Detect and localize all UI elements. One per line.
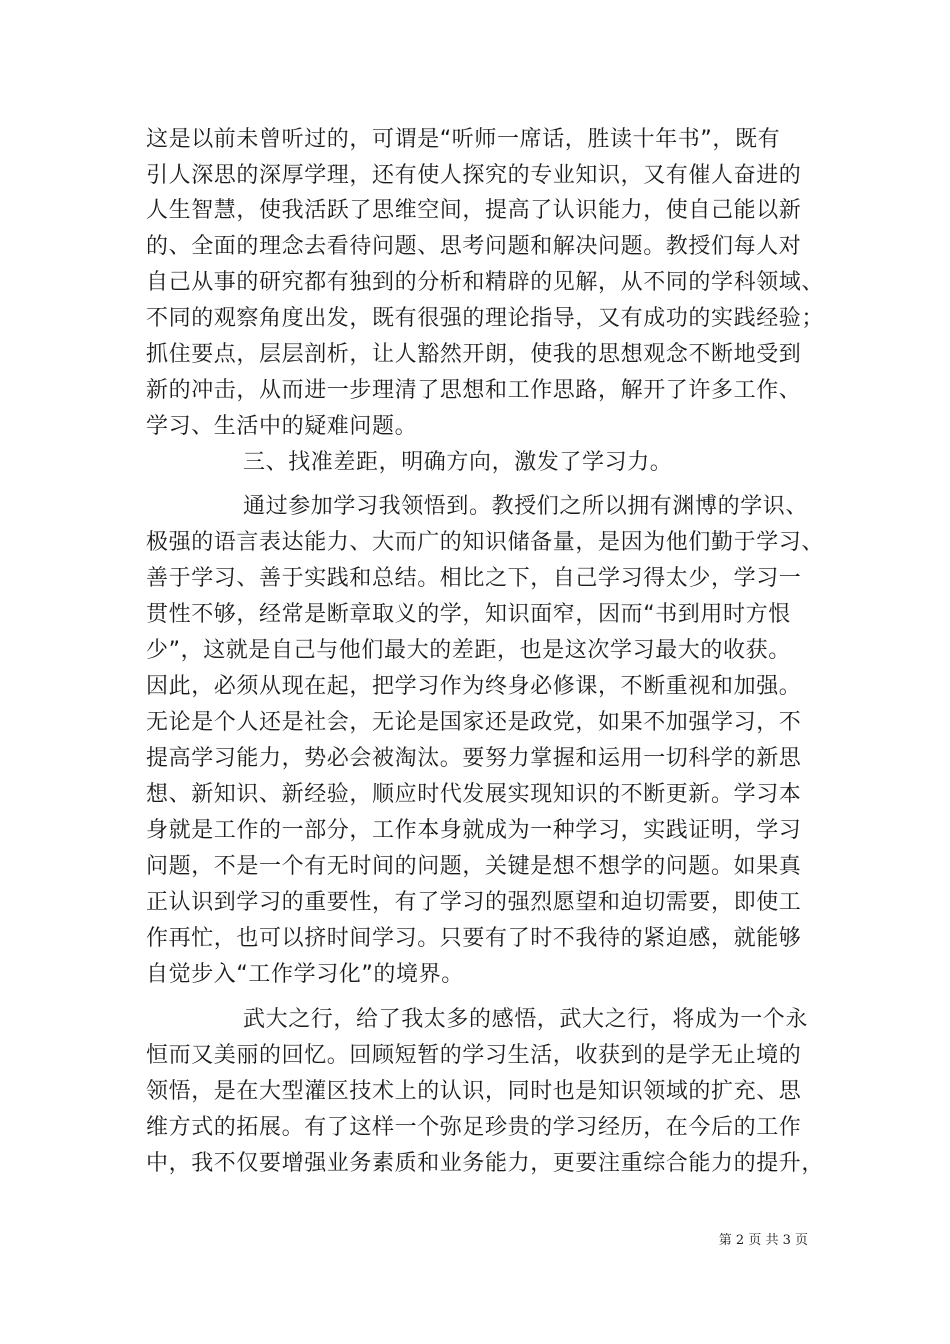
text-line: 武大之行，给了我太多的感悟，武大之行，将成为一个永 [243, 1007, 809, 1032]
text-line: 少”，这就是自己与他们最大的差距，也是这次学习最大的收获。 [146, 638, 791, 663]
text-line: 恒而又美丽的回忆。回顾短暂的学习生活，收获到的是学无止境的 [146, 1043, 802, 1068]
text-line: 领悟，是在大型灌区技术上的认识，同时也是知识领域的扩充、思 [146, 1079, 802, 1104]
text-line: 自觉步入“工作学习化”的境界。 [146, 962, 464, 987]
text-line: 善于学习、善于实践和总结。相比之下，自己学习得太少，学习一 [146, 566, 802, 591]
text-line: 身就是工作的一部分，工作本身就成为一种学习，实践证明，学习 [146, 818, 802, 843]
text-line: 想、新知识、新经验，顺应时代发展实现知识的不断更新。学习本 [146, 782, 802, 807]
text-line: 因此，必须从现在起，把学习作为终身必修课，不断重视和加强。 [146, 674, 802, 699]
text-line: 这是以前未曾听过的，可谓是“听师一席话，胜读十年书”，既有 [146, 127, 781, 152]
text-line: 通过参加学习我领悟到。教授们之所以拥有渊博的学识、 [243, 494, 809, 519]
text-line: 提高学习能力，势必会被淘汰。要努力掌握和运用一切科学的新思 [146, 746, 802, 771]
text-line: 学习、生活中的疑难问题。 [146, 414, 418, 439]
text-line: 的、全面的理念去看待问题、思考问题和解决问题。教授们每人对 [146, 234, 802, 259]
text-line: 新的冲击，从而进一步理清了思想和工作思路，解开了许多工作、 [146, 378, 802, 403]
text-line: 不同的观察角度出发，既有很强的理论指导，又有成功的实践经验； [146, 306, 825, 331]
text-line: 极强的语言表达能力、大而广的知识储备量，是因为他们勤于学习、 [146, 530, 825, 555]
text-line: 引人深思的深厚学理，还有使人探究的专业知识，又有催人奋进的 [146, 163, 802, 188]
text-line: 问题，不是一个有无时间的问题，关键是想不想学的问题。如果真 [146, 854, 802, 879]
text-line: 抓住要点，层层剖析，让人豁然开朗，使我的思想观念不断地受到 [146, 342, 802, 367]
text-line: 人生智慧，使我活跃了思维空间，提高了认识能力，使自己能以新 [146, 198, 802, 223]
text-line: 无论是个人还是社会，无论是国家还是政党，如果不加强学习，不 [146, 710, 802, 735]
text-line: 中，我不仅要增强业务素质和业务能力，更要注重综合能力的提升， [146, 1151, 825, 1176]
text-line: 维方式的拓展。有了这样一个弥足珍贵的学习经历，在今后的工作 [146, 1115, 802, 1140]
text-line: 贯性不够，经常是断章取义的学，知识面窄，因而“书到用时方恨 [146, 602, 791, 627]
section-heading: 三、找准差距，明确方向，激发了学习力。 [243, 450, 673, 475]
text-line: 作再忙，也可以挤时间学习。只要有了时不我待的紧迫感，就能够 [146, 926, 802, 951]
page-number: 第 2 页 共 3 页 [718, 1233, 808, 1248]
text-line: 自己从事的研究都有独到的分析和精辟的见解，从不同的学科领域、 [146, 270, 825, 295]
text-line: 正认识到学习的重要性，有了学习的强烈愿望和迫切需要，即使工 [146, 890, 802, 915]
